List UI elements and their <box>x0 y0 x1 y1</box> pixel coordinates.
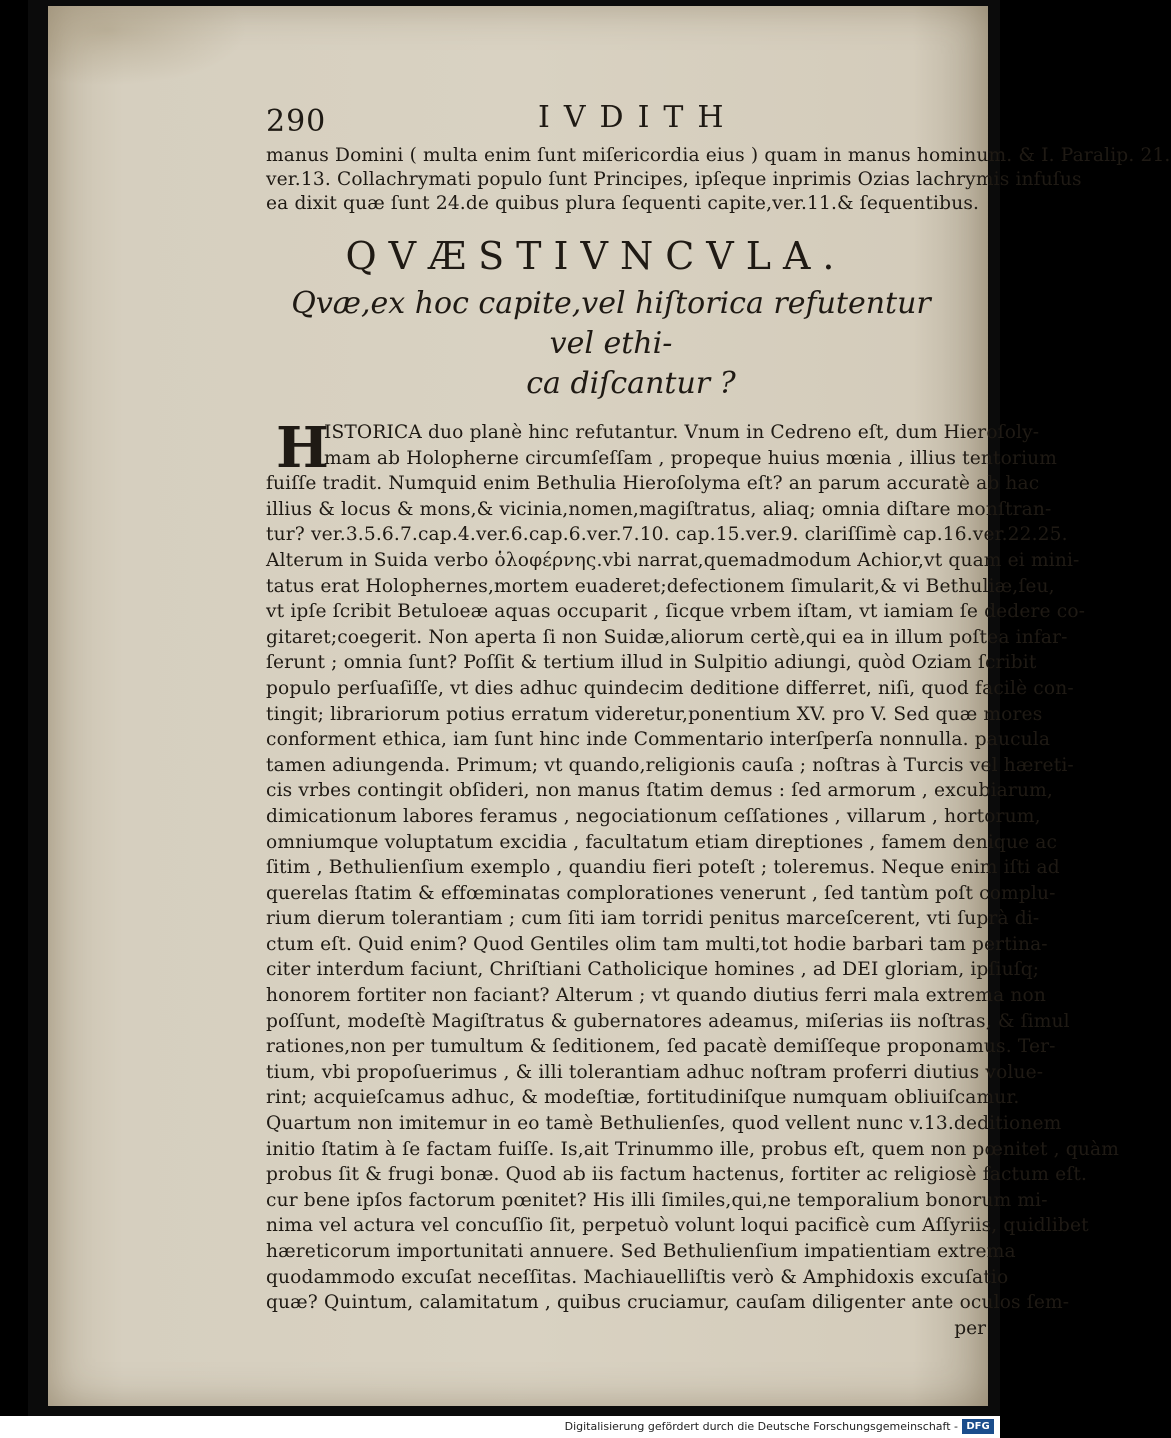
body-line: tingit; librariorum potius erratum videretur,ponentium XV. pro V. Sed quæ mores <box>266 703 1043 725</box>
body-line: mam ab Holopherne circumſeſſam , propeque huius mœnia , illius tentorium <box>324 447 1058 469</box>
question-line-2: ca diſcantur ? <box>526 366 736 401</box>
running-head <box>266 100 996 144</box>
body-line: rium dierum tolerantiam ; cum ſiti iam torridi penitus marceſcerent, vti ſuprà di- <box>266 908 1040 930</box>
body-line: tatus erat Holophernes,mortem euaderet;defectionem ſimularit,& vi Bethuliæ,ſeu, <box>266 575 1055 597</box>
body-line: citer interdum faciunt, Chriſtiani Catholicique homines , ad DEI gloriam, ipſiuſq; <box>266 959 1040 981</box>
body-line: tamen adiungenda. Primum; vt quando,religionis cauſa ; noſtras à Turcis vel hæreti- <box>266 754 1074 776</box>
page-content <box>266 100 1171 1342</box>
body-text <box>266 415 1119 1342</box>
body-line: ctum eſt. Quid enim? Quod Gentiles olim tam multi,tot hodie barbari tam pertina- <box>266 933 1048 955</box>
body-line: querelas ſtatim & effœminatas complorationes venerunt , ſed tantùm poſt complu- <box>266 882 1056 904</box>
body-line: gitaret;coegerit. Non aperta ſi non Suidæ,aliorum certè,qui ea in illum poſtea infar- <box>266 626 1068 648</box>
section-heading: QVÆSTIVNCVLA. <box>345 234 847 278</box>
body-line: honorem fortiter non faciant? Alterum ; vt quando diutius ferri mala extrema non <box>266 985 1046 1007</box>
footer-bar <box>0 1416 1000 1438</box>
page-number: 290 <box>266 104 327 139</box>
body-line: hæreticorum importunitati annuere. Sed Bethulienſium impatientiam extrema <box>266 1241 1016 1262</box>
body-line: tium, vbi propoſuerimus , & illi tolerantiam adhuc noſtram proferri diutius volue- <box>266 1061 1044 1083</box>
body-line: cur bene ipſos factorum pœnitet? His illi ſimiles,qui,ne temporalium bonorum mi- <box>266 1189 1048 1211</box>
body-line: nima vel actura vel concuſſio ſit, perpetuò volunt loqui pacificè cum Aſſyriis, quidlibet <box>266 1215 1089 1237</box>
body-line: probus ſit & frugi bonæ. Quod ab iis factum hactenus, fortiter ac religiosè factum eſt. <box>266 1164 1088 1186</box>
running-title: IVDITH <box>538 100 738 135</box>
body-line: rint; acquieſcamus adhuc, & modeſtiæ, fortitudiniſque numquam obliuiſcamur. <box>266 1087 1020 1109</box>
drop-cap: H <box>276 415 329 481</box>
body-line: rationes,non per tumultum & ſeditionem, ſed pacatè demiſſeque proponamus. Ter- <box>266 1036 1056 1058</box>
body-line: cis vrbes contingit obſideri, non manus ſtatim demus : ſed armorum , excubiarum, <box>266 780 1053 802</box>
footer-credit: Digitalisierung gefördert durch die Deutsche Forschungsgemeinschaft - <box>564 1420 958 1433</box>
intro-line: ver.13. Collachrymati populo ſunt Principes, ipſeque inprimis Ozias lachrymis infuſus <box>266 169 1082 190</box>
body-line: omniumque voluptatum excidia , facultatum etiam direptiones , famem denique ac <box>266 831 1058 853</box>
body-line: poſſunt, modeſtè Magiſtratus & gubernatores adeamus, miſerias iis noſtras, & ſimul <box>266 1010 1070 1032</box>
intro-paragraph <box>266 144 1171 216</box>
intro-line: ea dixit quæ ſunt 24.de quibus plura ſequenti capite,ver.11.& ſequentibus. <box>266 193 980 214</box>
body-line: vt ipſe ſcribit Betuloeæ aquas occuparit , ſicque vrbem iſtam, vt iamiam ſe dedere co- <box>266 601 1086 623</box>
body-line: Alterum in Suida verbo ὁλοφέρνης.vbi narrat,quemadmodum Achior,vt quam ei mini- <box>266 549 1080 571</box>
question-line-1: Qvæ,ex hoc capite,vel hiſtorica refutentur vel ethi- <box>291 286 931 361</box>
body-line: quæ? Quintum, calamitatum , quibus cruciamur, cauſam diligenter ante oculos ſem- <box>266 1292 1070 1314</box>
body-line: tur? ver.3.5.6.7.cap.4.ver.6.cap.6.ver.7.10. cap.15.ver.9. clariſſimè cap.16.ver.22.25. <box>266 524 1068 546</box>
body-line: ſitim , Bethulienſium exemplo , quandiu fieri poteſt ; toleremus. Neque enim iſti ad <box>266 857 1060 879</box>
body-line: Quartum non imitemur in eo tamè Bethulienſes, quod vellent nunc v.13.deditionem <box>266 1113 1062 1135</box>
body-line: populo perſuaſiſſe, vt dies adhuc quindecim deditione differret, niſi, quod facilè con- <box>266 677 1074 699</box>
body-line: initio ſtatim à ſe factam fuiſſe. Is,ait Trinummo ille, probus eſt, quem non pœnitet , quàm <box>266 1138 1119 1160</box>
question-heading <box>266 284 996 404</box>
dfg-logo-icon[interactable]: DFG <box>962 1419 994 1434</box>
paper-stain <box>48 6 248 86</box>
body-line: illius & locus & mons,& vicinia,nomen,magiſtratus, aliaq; omnia diſtare monſtran- <box>266 498 1052 520</box>
intro-line: manus Domini ( multa enim ſunt miſericordia eius ) quam in manus hominum. & I. Paralip. 21. <box>266 145 1171 166</box>
body-line: ſerunt ; omnia ſunt? Poſſit & tertium illud in Sulpitio adiungi, quòd Oziam ſcribit <box>266 652 1037 674</box>
body-line: quodammodo excuſat neceſſitas. Machiauelliſtis verò & Amphidoxis excuſatio <box>266 1266 1009 1288</box>
body-line: fuiſſe tradit. Numquid enim Bethulia Hieroſolyma eſt? an parum accuratè ab hac <box>266 473 1040 495</box>
body-line: conforment ethica, iam ſunt hinc inde Commentario interſperſa nonnulla. paucula <box>266 729 1051 751</box>
body-line: ISTORICA duo planè hinc refutantur. Vnum in Cedreno eſt, dum Hieroſoly- <box>324 422 1040 443</box>
catchword: per <box>954 1317 986 1339</box>
body-line: dimicationum labores feramus , negociationum ceſſationes , villarum , hortorum, <box>266 805 1041 827</box>
first-paragraph-opening <box>266 415 1058 481</box>
